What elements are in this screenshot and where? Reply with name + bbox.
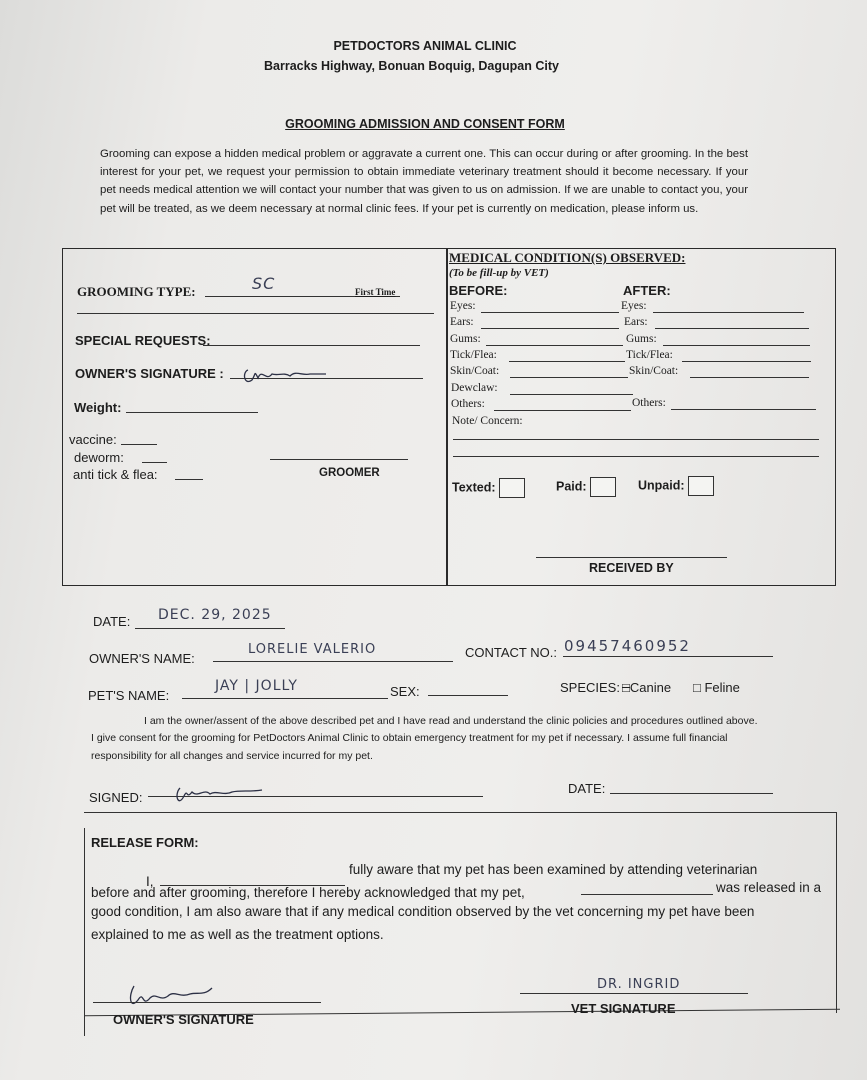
canine-label: Canine	[629, 680, 672, 695]
weight-line[interactable]	[126, 412, 258, 413]
consent-date-label: DATE:	[568, 781, 606, 796]
consent-text-1: I am the owner/assent of the above described pet and I have read and understand the clinic policies and procedures outlined above.	[144, 715, 758, 727]
release-top-border	[84, 812, 837, 813]
species-label: SPECIES:	[560, 680, 620, 695]
clinic-name: PETDOCTORS ANIMAL CLINIC	[333, 39, 517, 53]
release-owner-signature-image	[120, 982, 220, 1014]
received-by-label: RECEIVED BY	[589, 561, 674, 575]
paid-field	[556, 477, 616, 497]
note-line-2[interactable]	[453, 456, 819, 457]
before-eyes: Eyes:	[450, 300, 476, 312]
before-others-line[interactable]	[494, 410, 631, 411]
before-tick-flea: Tick/Flea:	[450, 349, 497, 361]
release-text-4: good condition, I am also aware that if any medical condition observed by the vet concerning my pet have been	[91, 904, 755, 919]
release-right-border	[836, 813, 837, 1013]
deworm-line[interactable]	[142, 462, 167, 463]
received-by-line[interactable]	[536, 557, 727, 558]
release-owner-signature-label: OWNER'S SIGNATURE	[113, 1012, 254, 1027]
before-others: Others:	[451, 398, 485, 410]
vaccine-line[interactable]	[121, 444, 157, 445]
consent-signature-image	[170, 782, 270, 810]
groomer-signature-line[interactable]	[270, 459, 408, 460]
release-left-border	[84, 828, 85, 1036]
after-eyes-line[interactable]	[653, 312, 804, 313]
texted-label: Texted:	[452, 480, 496, 495]
owner-name-label: OWNER'S NAME:	[89, 651, 195, 666]
contact-label: CONTACT NO.:	[465, 645, 557, 660]
clinic-address: Barracks Highway, Bonuan Boquig, Dagupan City	[264, 59, 559, 73]
before-dewclaw: Dewclaw:	[451, 382, 498, 394]
consent-date-line[interactable]	[610, 793, 773, 794]
date-line[interactable]	[135, 628, 285, 629]
after-skin-coat-line[interactable]	[690, 377, 809, 378]
owner-signature-image	[240, 362, 330, 388]
canine-checkbox-icon: □	[622, 680, 630, 695]
before-dewclaw-line[interactable]	[510, 394, 633, 395]
box-divider	[446, 249, 448, 585]
deworm-label: deworm:	[74, 450, 124, 465]
intro-paragraph: Grooming can expose a hidden medical problem or aggravate a current one. This can occur during or after grooming. In the best interest for your pet, we request your permission to obtain immediate veterinary treatment should it become necessary. If your pet needs medical attention we will contact your number that was given to us on admission. If we are unable to contact you, your pet will be treated, as we deem necessary at normal clinic fees. If your pet is currently on medication, please inform us.	[100, 148, 748, 215]
release-text-2: before and after grooming, therefore I hereby acknowledged that my pet,	[91, 885, 525, 900]
grooming-type-label: GROOMING TYPE:	[77, 284, 196, 299]
pet-name-label: PET'S NAME:	[88, 688, 170, 703]
note-concern-label: Note/ Concern:	[452, 415, 523, 427]
after-skin-coat: Skin/Coat:	[629, 365, 679, 377]
consent-text-2: I give consent for the grooming for PetDoctors Animal Clinic to obtain emergency treatment for my pet if necessary. I assume full financial	[91, 732, 728, 744]
groomer-label: GROOMER	[319, 467, 380, 479]
signed-label: SIGNED:	[89, 790, 143, 805]
after-others-line[interactable]	[671, 409, 816, 410]
date-value: DEC. 29, 2025	[158, 607, 272, 623]
species-canine-option[interactable]	[622, 680, 671, 695]
sex-label: SEX:	[390, 684, 420, 699]
before-skin-coat-line[interactable]	[510, 377, 628, 378]
after-gums-line[interactable]	[663, 345, 810, 346]
before-gums: Gums:	[450, 333, 481, 345]
weight-label: Weight:	[74, 400, 122, 415]
unpaid-label: Unpaid:	[638, 478, 685, 493]
note-line-1[interactable]	[453, 439, 819, 440]
medical-title: MEDICAL CONDITION(S) OBSERVED:	[449, 250, 686, 265]
before-eyes-line[interactable]	[481, 312, 619, 313]
owner-name-line[interactable]	[213, 661, 453, 662]
after-heading: AFTER:	[623, 283, 671, 298]
paid-checkbox[interactable]	[590, 477, 616, 497]
feline-checkbox-icon: □	[693, 680, 705, 695]
before-skin-coat: Skin/Coat:	[450, 365, 500, 377]
form-title: GROOMING ADMISSION AND CONSENT FORM	[285, 117, 565, 131]
before-ears: Ears:	[450, 316, 474, 328]
paid-label: Paid:	[556, 479, 587, 494]
grooming-type-value: SC	[252, 274, 276, 293]
before-tick-flea-line[interactable]	[509, 361, 625, 362]
vet-signature-label: VET SIGNATURE	[571, 1001, 676, 1016]
vet-signature-line[interactable]	[520, 993, 748, 994]
consent-text-3: responsibility for all changes and service incurred for my pet.	[91, 750, 373, 762]
release-text-5: explained to me as well as the treatment options.	[91, 927, 384, 942]
texted-checkbox[interactable]	[499, 478, 525, 498]
medical-subtitle: (To be fill-up by VET)	[449, 267, 549, 279]
release-i: I,	[146, 874, 154, 889]
contact-value: 09457460952	[564, 637, 691, 655]
after-others: Others:	[632, 397, 666, 409]
before-ears-line[interactable]	[481, 328, 619, 329]
unpaid-field	[638, 476, 714, 496]
contact-line[interactable]	[563, 656, 773, 657]
after-ears-line[interactable]	[655, 328, 809, 329]
unpaid-checkbox[interactable]	[688, 476, 714, 496]
before-gums-line[interactable]	[486, 345, 623, 346]
after-tick-flea: Tick/Flea:	[626, 349, 673, 361]
date-label: DATE:	[93, 614, 131, 629]
release-pet-name-line[interactable]	[581, 894, 713, 895]
owner-signature-label: OWNER'S SIGNATURE :	[75, 366, 224, 381]
texted-field	[452, 478, 525, 498]
anti-tick-flea-line[interactable]	[175, 479, 203, 480]
pet-name-line[interactable]	[182, 698, 388, 699]
anti-tick-flea-label: anti tick & flea:	[73, 467, 158, 482]
sex-line[interactable]	[428, 695, 508, 696]
pet-name-value: JAY | JOLLY	[215, 678, 298, 694]
release-text-3: was released in a	[716, 880, 822, 895]
first-time-label: First Time	[355, 287, 396, 297]
release-owner-signature-line[interactable]	[93, 1002, 321, 1003]
feline-label: Feline	[704, 680, 740, 695]
vet-name-value: DR. INGRID	[597, 977, 681, 992]
release-title: RELEASE FORM:	[91, 835, 199, 850]
special-requests-line[interactable]	[203, 345, 420, 346]
after-tick-flea-line[interactable]	[682, 361, 811, 362]
release-text-1: fully aware that my pet has been examined by attending veterinarian	[349, 862, 758, 877]
vaccine-label: vaccine:	[69, 432, 117, 447]
blank-line	[77, 313, 434, 314]
species-feline-option[interactable]	[693, 680, 740, 695]
owner-name-value: LORELIE VALERIO	[248, 642, 377, 657]
after-eyes: Eyes:	[621, 300, 647, 312]
after-ears: Ears:	[624, 316, 648, 328]
before-heading: BEFORE:	[449, 283, 508, 298]
after-gums: Gums:	[626, 333, 657, 345]
special-requests-label: SPECIAL REQUESTS:	[75, 333, 211, 348]
